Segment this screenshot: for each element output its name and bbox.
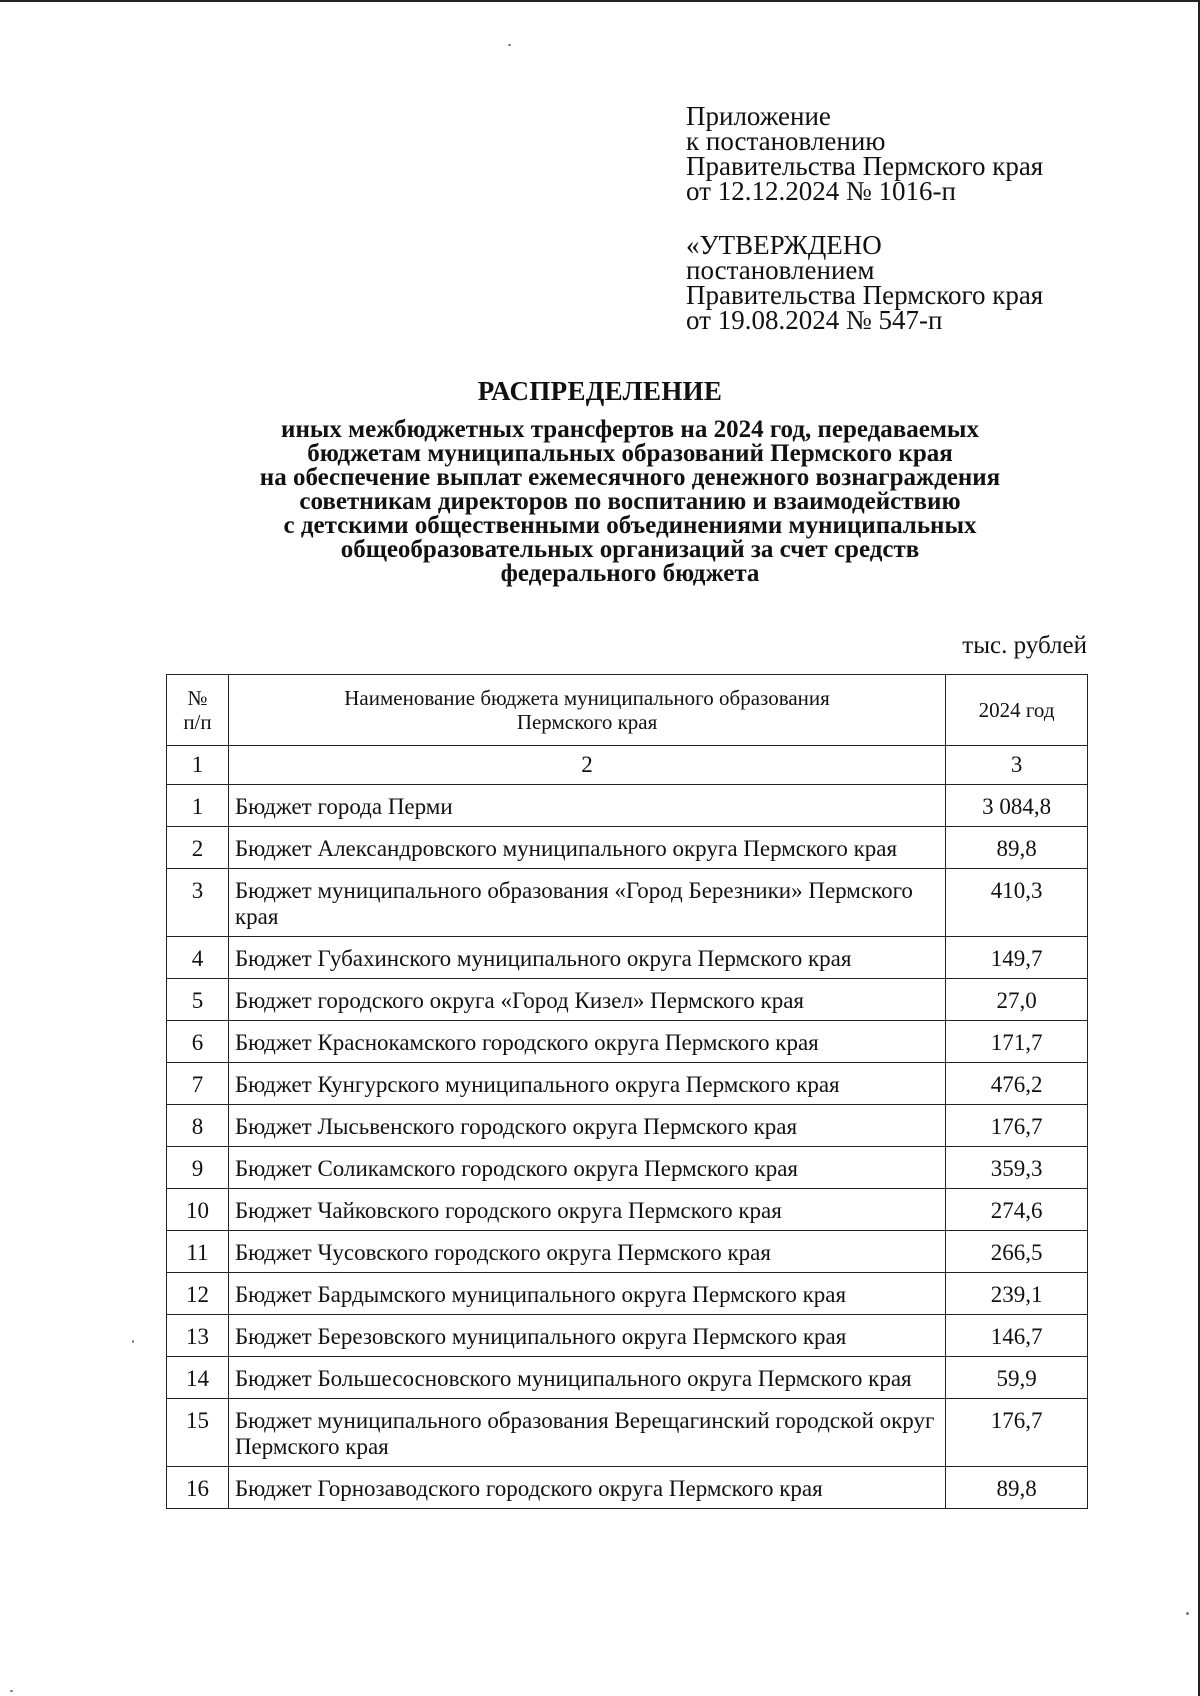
row-budget-name: Бюджет Кунгурского муниципального округа Пермского края: [228, 1063, 945, 1105]
table-row: [167, 1315, 1088, 1357]
row-amount: 274,6: [946, 1189, 1088, 1231]
row-budget-name: Бюджет Соликамского городского округа Пермского края: [228, 1147, 945, 1189]
table-row: [167, 1147, 1088, 1189]
subtitle-line: общеобразовательных организаций за счет средств: [340, 536, 920, 563]
row-number: 7: [167, 1063, 229, 1105]
budget-table: [166, 674, 1088, 1509]
document-title: РАСПРЕДЕЛЕНИЕ: [477, 376, 723, 406]
row-number: 10: [167, 1189, 229, 1231]
table-row: [167, 1063, 1088, 1105]
row-amount: 59,9: [946, 1357, 1088, 1399]
approved-line: постановлением: [686, 255, 875, 285]
row-number: 13: [167, 1315, 229, 1357]
row-amount: 359,3: [946, 1147, 1088, 1189]
table-row: [167, 979, 1088, 1021]
header-num: № п/п: [167, 675, 229, 746]
row-budget-name: Бюджет муниципального образования «Город Березники» Пермского края: [228, 869, 945, 937]
row-number: 14: [167, 1357, 229, 1399]
document-subtitle: [120, 418, 1140, 586]
row-amount: 239,1: [946, 1273, 1088, 1315]
row-budget-name: Бюджет Большесосновского муниципального округа Пермского края: [228, 1357, 945, 1399]
table-row: [167, 869, 1088, 937]
row-number: 9: [167, 1147, 229, 1189]
table-row: [167, 1357, 1088, 1399]
row-amount: 476,2: [946, 1063, 1088, 1105]
approved-line: от 19.08.2024 № 547-п: [686, 305, 943, 335]
row-amount: 149,7: [946, 937, 1088, 979]
row-amount: 3 084,8: [946, 785, 1088, 827]
units-label: тыс. рублей: [962, 632, 1087, 659]
row-budget-name: Бюджет Горнозаводского городского округа Пермского края: [228, 1467, 945, 1509]
row-amount: 89,8: [946, 1467, 1088, 1509]
subtitle-line: на обеспечение выплат ежемесячного денежного вознаграждения: [259, 464, 1001, 491]
column-index-cell: 1: [167, 746, 229, 785]
row-amount: 266,5: [946, 1231, 1088, 1273]
appendix-line: к постановлению: [686, 126, 886, 156]
table-row: [167, 827, 1088, 869]
row-amount: 27,0: [946, 979, 1088, 1021]
row-budget-name: Бюджет города Перми: [228, 785, 945, 827]
scan-speck: [1186, 1612, 1189, 1615]
table-row: [167, 937, 1088, 979]
column-index-row: [167, 746, 1088, 785]
row-amount: 176,7: [946, 1399, 1088, 1467]
appendix-line: Правительства Пермского края: [686, 151, 1044, 181]
row-budget-name: Бюджет Краснокамского городского округа Пермского края: [228, 1021, 945, 1063]
header-name: Наименование бюджета муниципального образования Пермского края: [228, 675, 945, 746]
subtitle-line: с детскими общественными объединениями муниципальных: [283, 512, 977, 539]
row-budget-name: Бюджет Чайковского городского округа Пермского края: [228, 1189, 945, 1231]
row-number: 5: [167, 979, 229, 1021]
subtitle-line: федерального бюджета: [500, 560, 760, 587]
row-budget-name: Бюджет Березовского муниципального округа Пермского края: [228, 1315, 945, 1357]
row-budget-name: Бюджет Лысьвенского городского округа Пермского края: [228, 1105, 945, 1147]
appendix-line: Приложение: [686, 101, 831, 131]
row-budget-name: Бюджет Бардымского муниципального округа Пермского края: [228, 1273, 945, 1315]
row-number: 3: [167, 869, 229, 937]
row-amount: 176,7: [946, 1105, 1088, 1147]
header-year: 2024 год: [946, 675, 1088, 746]
row-number: 6: [167, 1021, 229, 1063]
table-row: [167, 1399, 1088, 1467]
scan-speck: [132, 1340, 134, 1343]
table-row: [167, 1273, 1088, 1315]
row-number: 1: [167, 785, 229, 827]
table-header-row: [167, 675, 1088, 746]
subtitle-line: бюджетам муниципальных образований Пермского края: [307, 440, 953, 467]
subtitle-line: иных межбюджетных трансфертов на 2024 год, передаваемых: [281, 416, 979, 443]
row-amount: 146,7: [946, 1315, 1088, 1357]
row-budget-name: Бюджет Чусовского городского округа Пермского края: [228, 1231, 945, 1273]
table-row: [167, 1189, 1088, 1231]
row-budget-name: Бюджет Александровского муниципального округа Пермского края: [228, 827, 945, 869]
column-index-cell: 2: [228, 746, 945, 785]
row-amount: 171,7: [946, 1021, 1088, 1063]
row-number: 11: [167, 1231, 229, 1273]
table-row: [167, 1231, 1088, 1273]
scan-speck: [508, 44, 511, 46]
appendix-block: [686, 101, 1044, 335]
row-number: 2: [167, 827, 229, 869]
table-row: [167, 1467, 1088, 1509]
row-budget-name: Бюджет муниципального образования Верещагинский городской округ Пермского края: [228, 1399, 945, 1467]
row-budget-name: Бюджет городского округа «Город Кизел» Пермского края: [228, 979, 945, 1021]
row-number: 15: [167, 1399, 229, 1467]
column-index-cell: 3: [946, 746, 1088, 785]
row-number: 12: [167, 1273, 229, 1315]
scan-edge-top: [0, 0, 1200, 2]
approved-line: Правительства Пермского края: [686, 280, 1044, 310]
table-row: [167, 785, 1088, 827]
subtitle-line: советникам директоров по воспитанию и взаимодействию: [299, 488, 961, 515]
row-number: 16: [167, 1467, 229, 1509]
row-number: 8: [167, 1105, 229, 1147]
table-row: [167, 1105, 1088, 1147]
appendix-line: от 12.12.2024 № 1016-п: [686, 176, 956, 206]
row-number: 4: [167, 937, 229, 979]
row-budget-name: Бюджет Губахинского муниципального округа Пермского края: [228, 937, 945, 979]
row-amount: 89,8: [946, 827, 1088, 869]
scan-speck: [10, 1690, 13, 1692]
row-amount: 410,3: [946, 869, 1088, 937]
approved-line: «УТВЕРЖДЕНО: [686, 230, 882, 260]
table-row: [167, 1021, 1088, 1063]
